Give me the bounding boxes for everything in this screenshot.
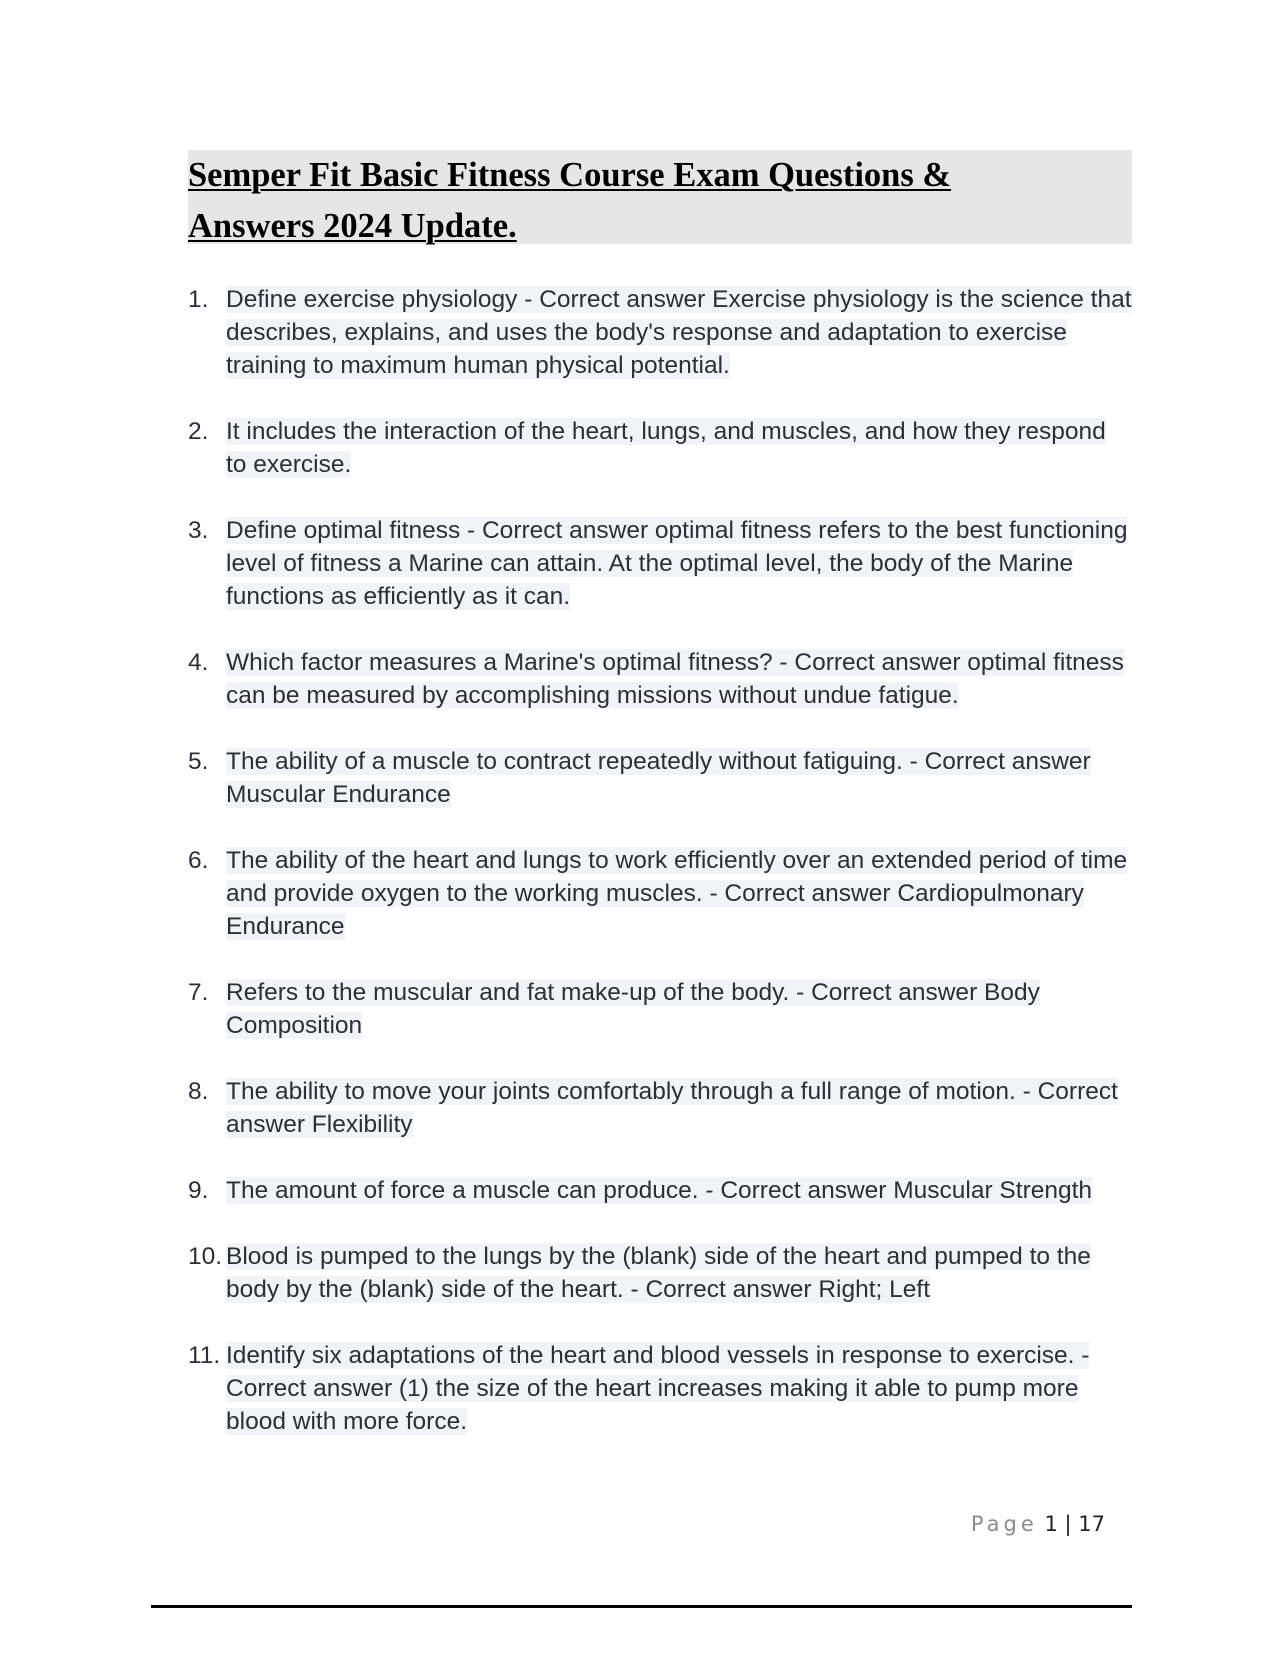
item-number: 6. <box>188 847 209 874</box>
page-separator: | <box>1064 1512 1072 1536</box>
item-text: Blood is pumped to the lungs by the (blank) side of the heart and pumped to the body by the (blank) side of the heart. - Correct answer Right; Left <box>226 1243 1091 1303</box>
list-item-5 <box>188 745 1132 811</box>
total-pages: 17 <box>1078 1512 1105 1536</box>
item-text: The ability of the heart and lungs to work efficiently over an extended period of time and provide oxygen to the working muscles. - Correct answer Cardiopulmonary Endurance <box>226 847 1128 940</box>
document-title-line-2: Answers 2024 Update. <box>188 207 517 245</box>
list-item-2 <box>188 415 1132 481</box>
item-text: It includes the interaction of the heart, lungs, and muscles, and how they respond to exercise. <box>226 418 1106 478</box>
item-text: The amount of force a muscle can produce. - Correct answer Muscular Strength <box>226 1177 1093 1204</box>
document-title <box>188 150 1132 252</box>
item-number: 2. <box>188 418 209 445</box>
item-text-container <box>226 514 1132 613</box>
item-text: Define exercise physiology - Correct answer Exercise physiology is the science that describes, explains, and uses the body's response and adaptation to exercise training to maximum human physical potential. <box>226 286 1132 379</box>
item-text-container <box>226 1174 1132 1207</box>
question-answer-list <box>188 283 1132 1471</box>
footer-divider-line <box>151 1605 1132 1608</box>
list-item-3 <box>188 514 1132 613</box>
item-text-container <box>226 1339 1132 1438</box>
item-text: The ability of a muscle to contract repeatedly without fatiguing. - Correct answer Muscular Endurance <box>226 748 1091 808</box>
page-number-footer <box>971 1512 1105 1536</box>
item-number: 11. <box>188 1342 221 1369</box>
list-item-9 <box>188 1174 1132 1207</box>
item-text-container <box>226 415 1132 481</box>
item-text-container <box>226 1240 1132 1306</box>
item-text-container <box>226 976 1132 1042</box>
item-text-container <box>226 745 1132 811</box>
item-number: 3. <box>188 517 209 544</box>
list-item-11 <box>188 1339 1132 1438</box>
item-number: 4. <box>188 649 209 676</box>
item-text-container <box>226 646 1132 712</box>
item-text: Which factor measures a Marine's optimal fitness? - Correct answer optimal fitness can be measured by accomplishing missions without undue fatigue. <box>226 649 1124 709</box>
item-number: 1. <box>188 286 209 313</box>
list-item-6 <box>188 844 1132 943</box>
item-number: 9. <box>188 1177 209 1204</box>
item-number: 5. <box>188 748 209 775</box>
item-number: 8. <box>188 1078 209 1105</box>
item-text: The ability to move your joints comfortably through a full range of motion. - Correct answer Flexibility <box>226 1078 1118 1138</box>
item-text: Identify six adaptations of the heart and blood vessels in response to exercise. - Correct answer (1) the size of the heart increases making it able to pump more blood with more force. <box>226 1342 1090 1435</box>
item-text-container <box>226 1075 1132 1141</box>
page-label: Page <box>970 1512 1038 1536</box>
list-item-8 <box>188 1075 1132 1141</box>
list-item-4 <box>188 646 1132 712</box>
list-item-1 <box>188 283 1132 382</box>
list-item-7 <box>188 976 1132 1042</box>
item-text: Define optimal fitness - Correct answer optimal fitness refers to the best functioning level of fitness a Marine can attain. At the optimal level, the body of the Marine functions as efficiently as it can. <box>226 517 1128 610</box>
current-page-number: 1 <box>1044 1512 1058 1536</box>
document-title-line-1: Semper Fit Basic Fitness Course Exam Questions & <box>188 156 952 194</box>
item-number: 10. <box>188 1243 223 1270</box>
list-item-10 <box>188 1240 1132 1306</box>
item-text-container <box>226 844 1132 943</box>
item-number: 7. <box>188 979 209 1006</box>
item-text: Refers to the muscular and fat make-up of the body. - Correct answer Body Composition <box>226 979 1040 1039</box>
item-text-container <box>226 283 1132 382</box>
